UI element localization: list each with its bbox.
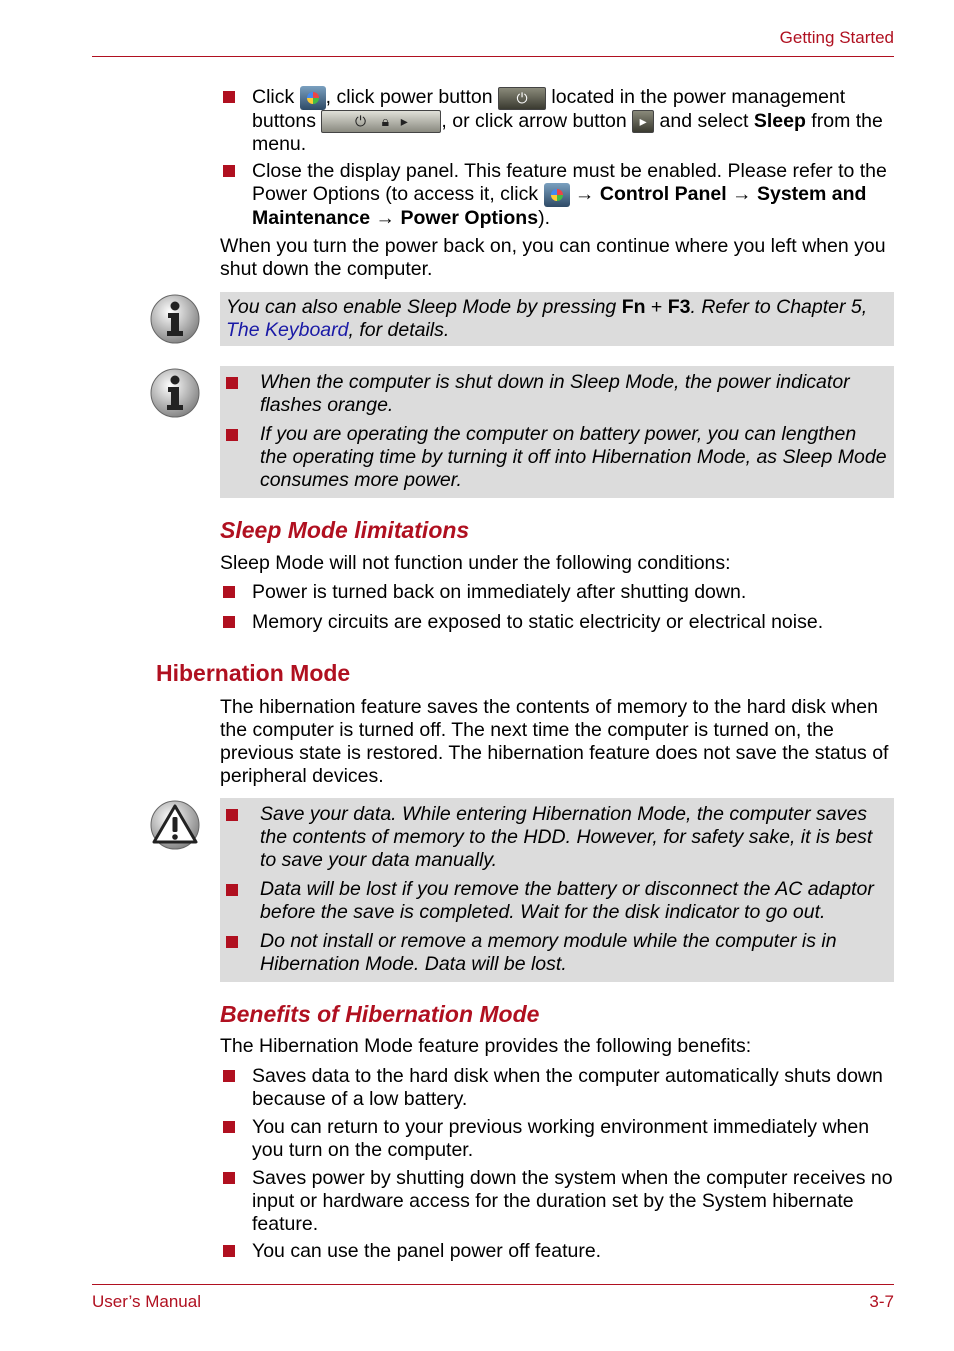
bullet-square: [223, 1172, 235, 1184]
bullet-square: [223, 1070, 235, 1082]
bullet-square: [223, 616, 235, 628]
bullet-square: [226, 936, 238, 948]
bullet-square: [223, 1245, 235, 1257]
bullet-square: [226, 809, 238, 821]
keyboard-chapter-link[interactable]: The Keyboard: [226, 319, 349, 341]
list-item: You can return to your previous working environment immediately when you turn on the computer.: [220, 1116, 894, 1162]
footer-rule: [92, 1284, 894, 1285]
list-item: Power is turned back on immediately after shutting down.: [220, 581, 894, 604]
list-item: Saves power by shutting down the system when the computer receives no input or hardware access for the duration set by the System hibernate feature.: [220, 1167, 894, 1236]
caution-item: Do not install or remove a memory module while the computer is in Hibernation Mode. Data will be lost.: [226, 930, 888, 976]
bullet-square: [226, 377, 238, 389]
bullet-square: [223, 91, 235, 103]
list-item: Click , click power button ⏻ located in the power management buttons ⏻ 🔒︎ ▸ , or click arrow button ▸ and select Sleep from the menu.: [220, 86, 894, 156]
note-item: When the computer is shut down in Sleep Mode, the power indicator flashes orange.: [226, 371, 888, 417]
section-heading: Sleep Mode limitations: [220, 517, 470, 543]
list-item: Saves data to the hard disk when the computer automatically shuts down because of a low battery.: [220, 1065, 894, 1111]
power-management-buttons-icon[interactable]: ⏻ 🔒︎ ▸: [321, 110, 441, 133]
list-item: You can use the panel power off feature.: [220, 1240, 894, 1263]
paragraph: The hibernation feature saves the contents of memory to the hard disk when the computer is turned off. The next time the computer is turned on, the previous state is restored. The hibernation feature does not save the status of peripheral devices.: [220, 696, 889, 787]
footer-manual-title: User’s Manual: [92, 1292, 201, 1311]
warning-icon: [150, 800, 200, 850]
note-item: If you are operating the computer on battery power, you can lengthen the operating time by turning it off into Hibernation Mode, as Sleep Mode consumes more power.: [226, 423, 888, 492]
info-icon: [150, 294, 200, 344]
caution-item: Save your data. While entering Hibernation Mode, the computer saves the contents of memory to the HDD. However, for safety sake, it is best to save your data manually.: [226, 803, 888, 872]
caution-box: [220, 798, 894, 982]
bullet-square: [223, 586, 235, 598]
paragraph: The Hibernation Mode feature provides the following benefits:: [220, 1035, 752, 1057]
arrow-button-icon[interactable]: ▸: [632, 110, 654, 133]
resume-paragraph: When you turn the power back on, you can continue where you left when you shut down the computer.: [220, 235, 886, 280]
power-button-icon[interactable]: ⏻: [498, 87, 546, 110]
note-box: [220, 366, 894, 498]
running-header: Getting Started: [779, 28, 894, 47]
page-number: 3-7: [869, 1292, 894, 1311]
list-item: Close the display panel. This feature must be enabled. Please refer to the Power Options (to access it, click → Control Panel → System and Maintenance → Power Options).: [220, 160, 894, 230]
list-item: Memory circuits are exposed to static electricity or electrical noise.: [220, 611, 894, 634]
note-box: You can also enable Sleep Mode by pressing Fn + F3. Refer to Chapter 5, The Keyboard, for details.: [220, 292, 894, 346]
info-icon: [150, 368, 200, 418]
section-heading: Benefits of Hibernation Mode: [220, 1001, 540, 1027]
windows-start-icon[interactable]: [300, 86, 326, 110]
caution-item: Data will be lost if you remove the battery or disconnect the AC adaptor before the save is completed. Wait for the disk indicator to go out.: [226, 878, 888, 924]
windows-start-icon[interactable]: [544, 183, 570, 207]
header-rule: [92, 56, 894, 57]
paragraph: Sleep Mode will not function under the following conditions:: [220, 552, 731, 574]
bullet-square: [226, 884, 238, 896]
bullet-square: [223, 165, 235, 177]
section-heading: Hibernation Mode: [156, 660, 351, 686]
bullet-square: [223, 1121, 235, 1133]
bullet-square: [226, 429, 238, 441]
